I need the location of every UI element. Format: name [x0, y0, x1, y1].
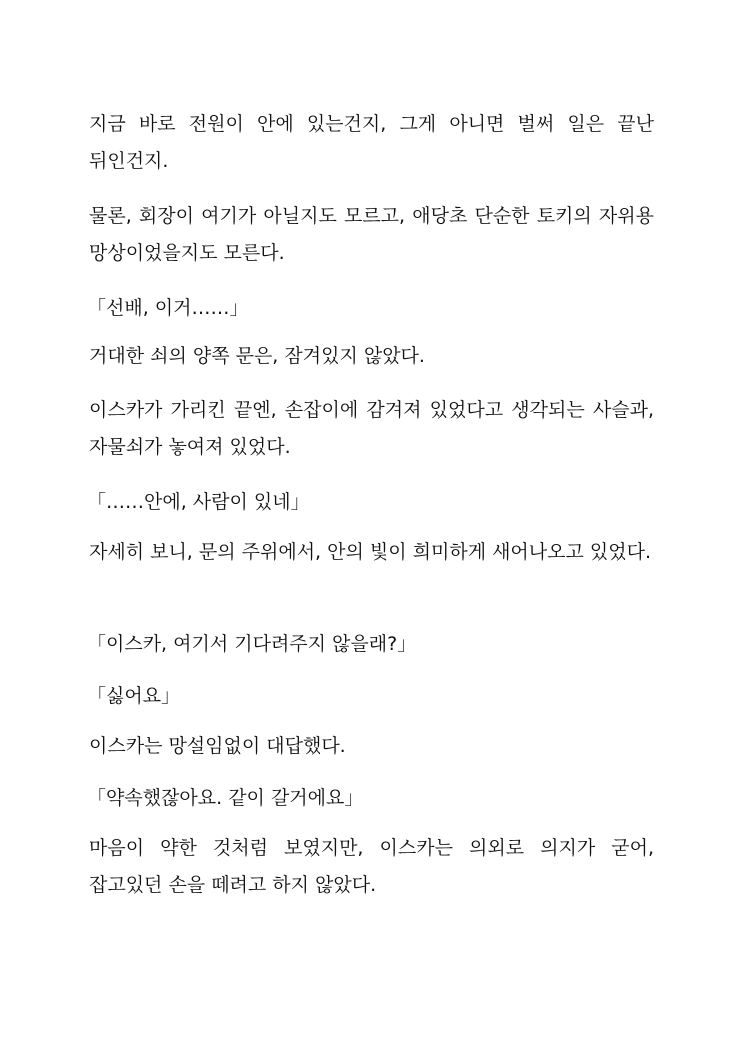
- dialogue-3: 「이스카, 여기서 기다려주지 않을래?」: [87, 633, 417, 655]
- dialogue-1: 「선배, 이거……」: [87, 297, 249, 319]
- paragraph-3: 거대한 쇠의 양쪽 문은, 잠겨있지 않았다.: [89, 345, 425, 367]
- dialogue-5: 「약속했잖아요. 같이 갈거에요」: [87, 787, 364, 809]
- paragraph-2: 물론, 회장이 여기가 아닐지도 모르고, 애당초 단순한 토키의 자위용 망상이었을지도 모른다.: [89, 205, 654, 264]
- paragraph-1: 지금 바로 전원이 안에 있는건지, 그게 아니면 벌써 일은 끝난 뒤인건지.: [89, 113, 654, 172]
- paragraph-5: 자세히 보니, 문의 주위에서, 안의 빛이 희미하게 새어나오고 있었다.: [89, 541, 651, 563]
- paragraph-7: 마음이 약한 것처럼 보였지만, 이스카는 의외로 의지가 굳어, 잡고있던 손을 떼려고 하지 않았다.: [89, 837, 654, 896]
- dialogue-2: 「……안에, 사람이 있네」: [87, 491, 310, 513]
- paragraph-4: 이스카가 가리킨 끝엔, 손잡이에 감겨져 있었다고 생각되는 사슬과, 자물쇠가 놓여져 있었다.: [89, 399, 654, 458]
- dialogue-4: 「싫어요」: [87, 685, 181, 707]
- paragraph-6: 이스카는 망설임없이 대답했다.: [89, 735, 346, 757]
